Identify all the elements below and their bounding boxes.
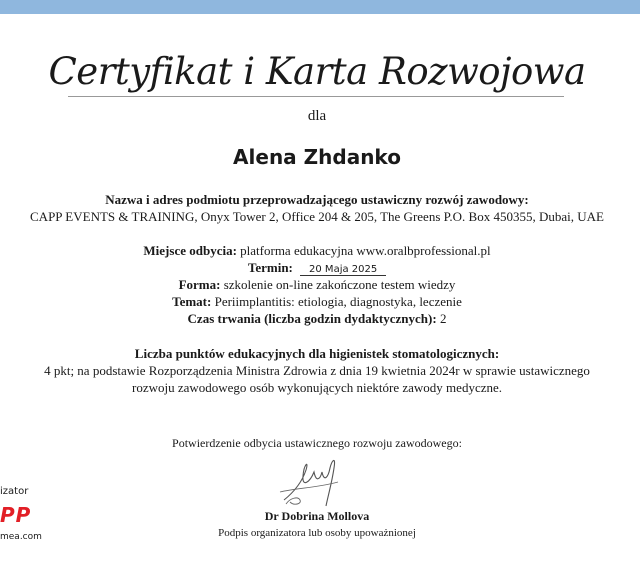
points-line-1: 4 pkt; na podstawie Rozporządzenia Ministra Zdrowia z dnia 19 kwietnia 2024r w sprawie ustawicznego bbox=[44, 363, 590, 378]
date-line bbox=[0, 260, 634, 276]
date-label: Termin: bbox=[247, 260, 293, 275]
capp-logo: PP bbox=[0, 503, 32, 527]
provider-label-line bbox=[0, 192, 634, 208]
topic-value: Periimplantitis: etiologia, diagnostyka, leczenie bbox=[214, 294, 462, 309]
title-divider bbox=[68, 96, 564, 97]
confirmation-text: Potwierdzenie odbycia ustawicznego rozwoju zawodowego: bbox=[172, 436, 462, 450]
form-value: szkolenie on-line zakończone testem wiedzy bbox=[223, 277, 456, 292]
place-line bbox=[0, 243, 634, 259]
handwritten-signature bbox=[276, 452, 356, 510]
organizer-url: mea.com bbox=[0, 532, 42, 542]
duration-value: 2 bbox=[439, 311, 447, 326]
points-label-line bbox=[0, 346, 634, 362]
place-label: Miejsce odbycia: bbox=[143, 243, 237, 258]
recipient-name: Alena Zhdanko bbox=[233, 145, 401, 169]
organizer-label: izator bbox=[0, 486, 29, 497]
signer-name: Dr Dobrina Mollova bbox=[264, 509, 370, 523]
provider-label: Nazwa i adres podmiotu przeprowadzającego ustawiczny rozwój zawodowy: bbox=[105, 192, 529, 207]
points-line-2: rozwoju zawodowego osób wykonujących niektóre zawody medyczne. bbox=[131, 380, 503, 395]
duration-line bbox=[0, 311, 634, 327]
certificate-title: Certyfikat i Karta Rozwojowa bbox=[48, 50, 586, 93]
for-label: dla bbox=[307, 108, 327, 124]
signer-caption: Podpis organizatora lub osoby upoważnionej bbox=[218, 527, 416, 539]
provider-value: CAPP EVENTS & TRAINING, Onyx Tower 2, Office 204 & 205, The Greens P.O. Box 450355, Dubai, UAE bbox=[30, 209, 604, 224]
form-label: Forma: bbox=[178, 277, 221, 292]
points-label: Liczba punktów edukacyjnych dla higienistek stomatologicznych: bbox=[134, 346, 500, 361]
topic-label: Temat: bbox=[172, 294, 212, 309]
topic-line bbox=[0, 294, 634, 310]
duration-label: Czas trwania (liczba godzin dydaktycznych): bbox=[187, 311, 437, 326]
place-value: platforma edukacyjna www.oralbprofessional.pl bbox=[240, 243, 491, 258]
date-value: 20 Maja 2025 bbox=[300, 264, 386, 276]
top-color-band bbox=[0, 0, 640, 14]
form-line bbox=[0, 277, 634, 293]
